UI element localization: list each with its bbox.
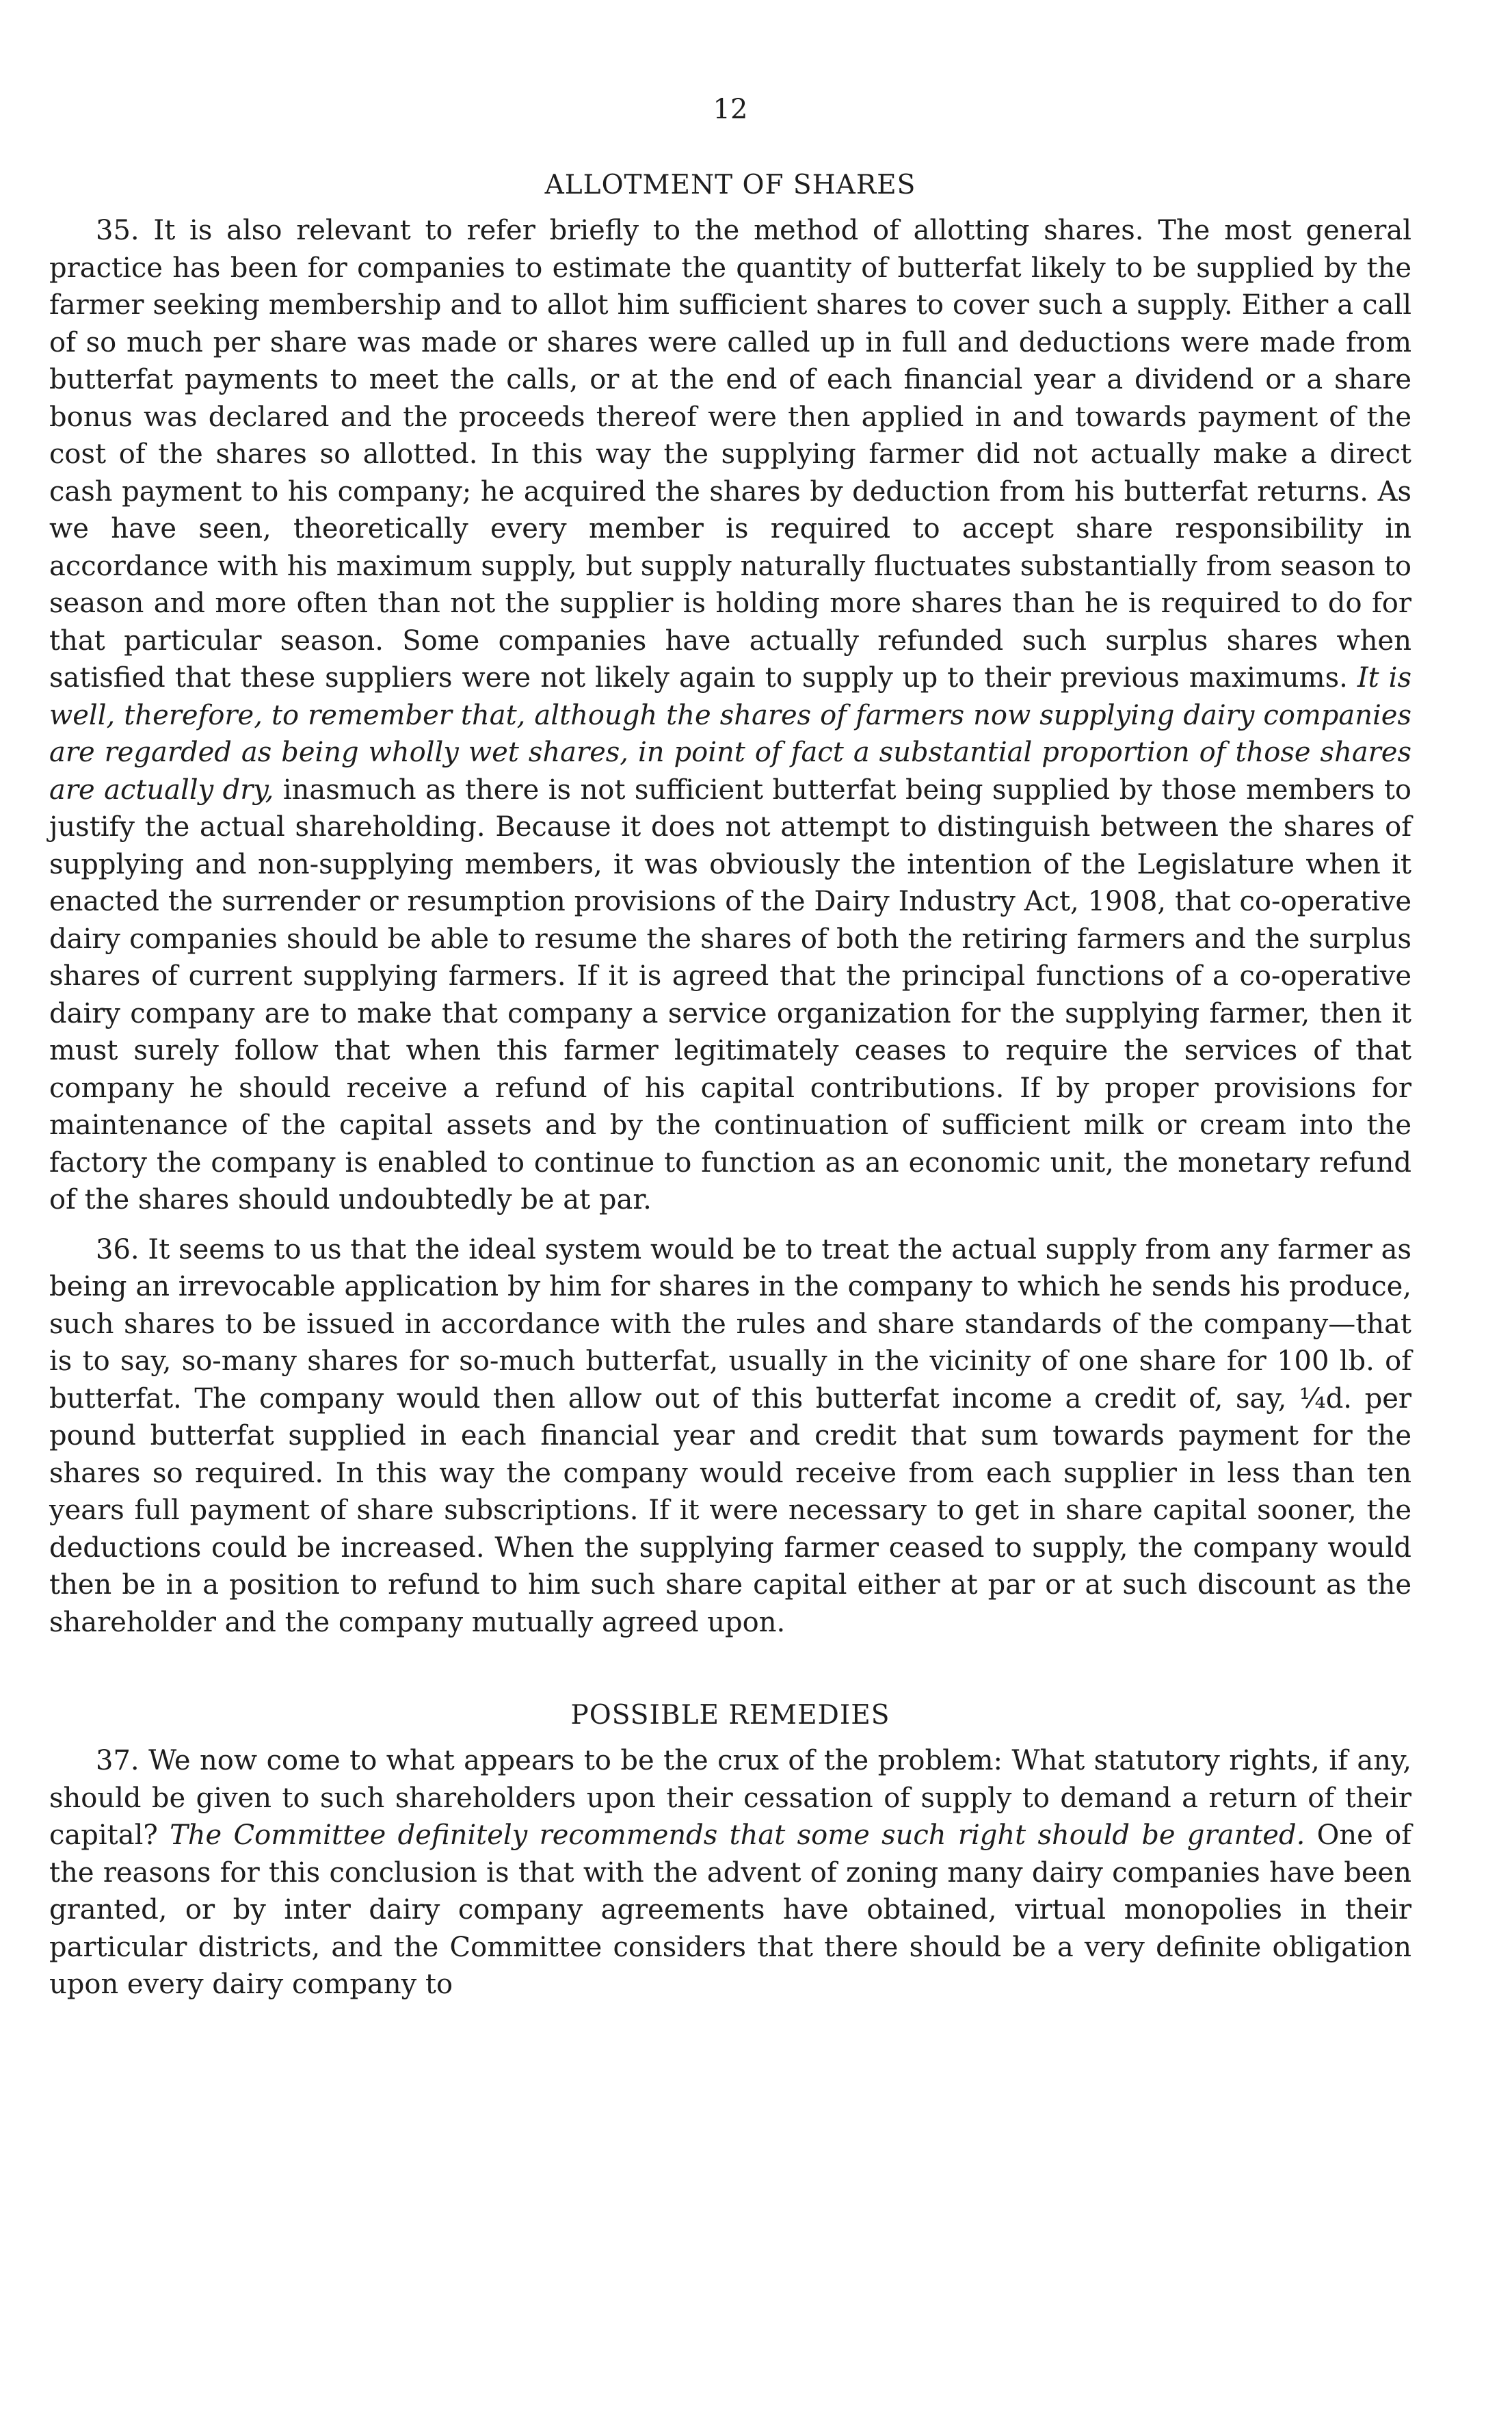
paragraph-35 (49, 212, 1411, 1219)
paragraph-text: 37. We now come to what appears to be the crux of the problem: What statutory rights, if any, should be given to such shareholders upon their cessation of supply to demand a return of their capital? (49, 1745, 1411, 1851)
section-heading: ALLOTMENT OF SHARES (544, 170, 916, 200)
paragraph-text: One of the reasons for this conclusion is that with the advent of zoning many dairy companies have been granted, or by inter dairy company agreements have obtained, virtual monopolies in their particular districts, and the Committee considers that there should be a very definite obligation upon every dairy company to (49, 1819, 1412, 2000)
paragraph-emphasis: The Committee definitely recommends that some such right should be granted. (170, 1819, 1305, 1851)
document-page (49, 89, 1411, 2003)
paragraph-text: 35. It is also relevant to refer briefly to the method of allotting shares. The most general practice has been for companies to estimate the quantity of butterfat likely to be supplied by the farmer seeking membership and to allot him sufficient shares to cover such a supply. Either a call of so much per share was made or shares were called up in full and deductions were made from butterfat payments to meet the calls, or at the end of each financial year a dividend or a share bonus was declared and the proceeds thereof were then applied in and towards payment of the cost of the shares so allotted. In this way the supplying farmer did not actually make a direct cash payment to his company; he acquired the shares by deduction from his butterfat returns. As we have seen, theoretically every member is required to accept share responsibility in accordance with his maximum supply, but supply naturally fluctuates substantially from season to season and more often than not the supplier is holding more shares than he is required to do for that particular season. Some companies have actually refunded such surplus shares when satisfied that these suppliers were not likely again to supply up to their previous maximums. (49, 215, 1411, 694)
section-possible-remedies (49, 1696, 1411, 2003)
paragraph-text: inasmuch as there is not sufficient butterfat being supplied by those members to justify the actual shareholding. Because it does not attempt to distinguish between the shares of supplying and non-supplying members, it was obviously the intention of the Legislature when it enacted the surrender or resumption provisions of the Dairy Industry Act, 1908, that co-operative dairy companies should be able to resume the shares of both the retiring farmers and the surplus shares of current supplying farmers. If it is agreed that the principal functions of a co-operative dairy company are to make that company a service organization for the supplying farmer, then it must surely follow that when this farmer legitimately ceases to require the services of that company he should receive a refund of his capital contributions. If by proper provisions for maintenance of the capital assets and by the continuation of sufficient milk or cream into the factory the company is enabled to continue to function as an economic unit, the monetary refund of the shares should undoubtedly be at par. (49, 774, 1412, 1215)
paragraph-36 (49, 1231, 1411, 1642)
page-number: 12 (713, 94, 748, 125)
paragraph-emphasis: It is well, therefore, to remember that, although the shares of farmers now supplying dairy companies are regarded as being wholly wet shares, in point of fact a substantial proportion of those shares are actually dry, (49, 662, 1411, 806)
section-spacer (49, 1641, 1411, 1696)
section-heading: POSSIBLE REMEDIES (570, 1700, 890, 1731)
paragraph-text: 36. It seems to us that the ideal system would be to treat the actual supply from any farmer as being an irrevocable application by him for shares in the company to which he sends his produce, such shares to be issued in accordance with the rules and share standards of the company—that is to say, so-many shares for so-much butterfat, usually in the vicinity of one share for 100 lb. of butterfat. The company would then allow out of this butterfat income a credit of, say, ¼d. per pound butterfat supplied in each financial year and credit that sum towards payment for the shares so required. In this way the company would receive from each supplier in less than ten years full payment of share subscriptions. If it were necessary to get in share capital sooner, the deductions could be increased. When the supplying farmer ceased to supply, the company would then be in a position to refund to him such share capital either at par or at such discount as the shareholder and the company mutually agreed upon. (49, 1233, 1411, 1638)
section-allotment-of-shares (49, 166, 1411, 1641)
paragraph-37 (49, 1742, 1411, 2003)
